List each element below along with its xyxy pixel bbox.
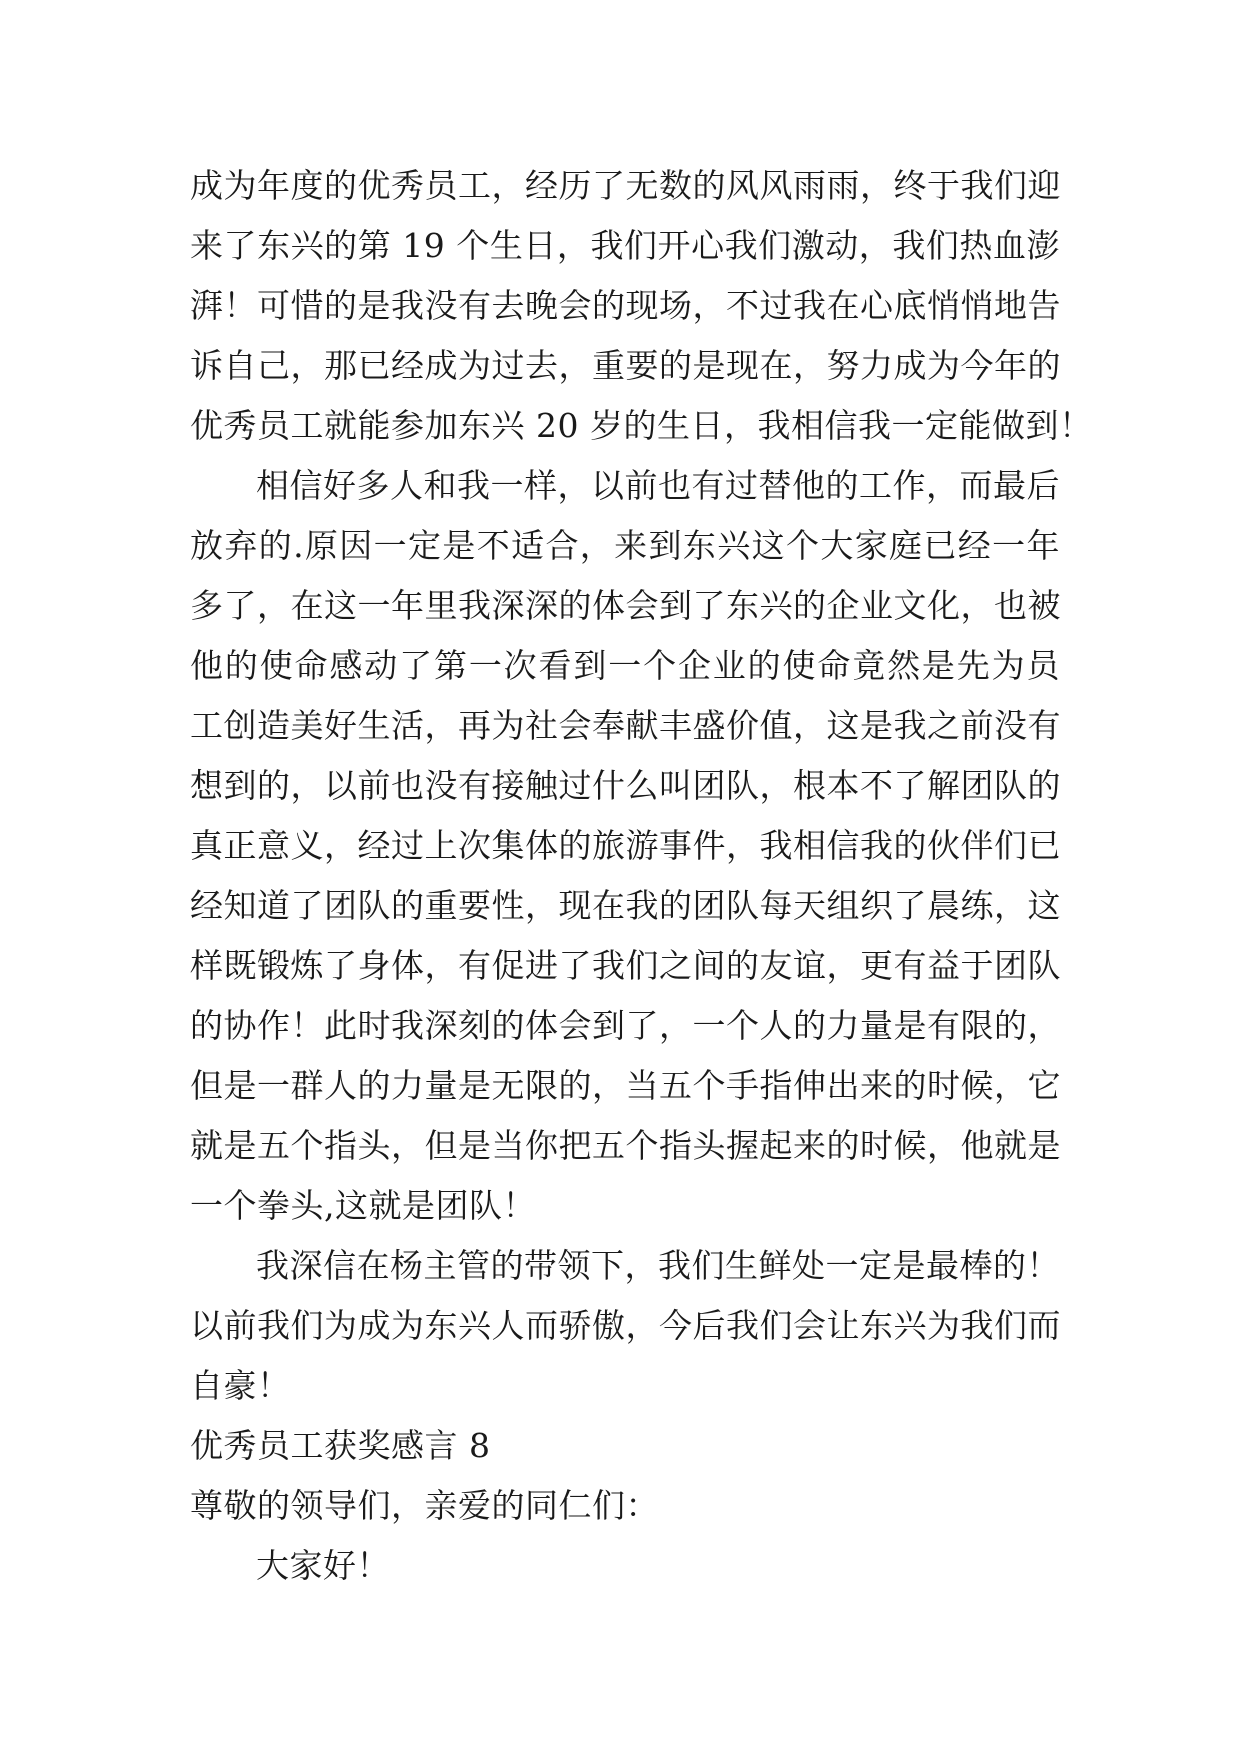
text-line: 多了，在这一年里我深深的体会到了东兴的企业文化，也被 — [190, 586, 1061, 625]
text-line: 的协作！此时我深刻的体会到了，一个人的力量是有限的， — [190, 1006, 1061, 1045]
document-body — [190, 156, 1093, 1596]
text-line: 成为年度的优秀员工，经历了无数的风风雨雨，终于我们迎 — [190, 166, 1061, 205]
text-line: 自豪！ — [190, 1366, 291, 1405]
text-line: 放弃的.原因一定是不适合，来到东兴这个大家庭已经一年 — [190, 526, 1060, 565]
paragraph-start-line: 相信好多人和我一样，以前也有过替他的工作，而最后 — [256, 466, 1060, 505]
paragraph-start-line: 我深信在杨主管的带领下，我们生鲜处一定是最棒的！ — [256, 1246, 1060, 1285]
text-line: 优秀员工就能参加东兴 20 岁的生日，我相信我一定能做到！ — [190, 406, 1093, 445]
text-line: 样既锻炼了身体，有促进了我们之间的友谊，更有益于团队 — [190, 946, 1061, 985]
text-line: 工创造美好生活，再为社会奉献丰盛价值，这是我之前没有 — [190, 706, 1061, 745]
greeting-line: 大家好！ — [256, 1546, 390, 1585]
text-line: 湃！可惜的是我没有去晚会的现场，不过我在心底悄悄地告 — [190, 286, 1061, 325]
text-line: 以前我们为成为东兴人而骄傲，今后我们会让东兴为我们而 — [190, 1306, 1061, 1345]
text-line: 经知道了团队的重要性，现在我的团队每天组织了晨练，这 — [190, 886, 1061, 925]
text-line: 想到的，以前也没有接触过什么叫团队，根本不了解团队的 — [190, 766, 1061, 805]
section-heading: 优秀员工获奖感言 8 — [190, 1426, 491, 1465]
text-line: 诉自己，那已经成为过去，重要的是现在，努力成为今年的 — [190, 346, 1061, 385]
text-line: 就是五个指头，但是当你把五个指头握起来的时候，他就是 — [190, 1126, 1061, 1165]
text-line: 一个拳头,这就是团队！ — [190, 1186, 536, 1225]
text-line: 真正意义，经过上次集体的旅游事件，我相信我的伙伴们已 — [190, 826, 1061, 865]
text-line: 但是一群人的力量是无限的，当五个手指伸出来的时候，它 — [190, 1066, 1061, 1105]
salutation-line: 尊敬的领导们，亲爱的同仁们： — [190, 1486, 659, 1525]
text-line: 来了东兴的第 19 个生日，我们开心我们激动，我们热血澎 — [190, 226, 1060, 265]
text-line: 他的使命感动了第一次看到一个企业的使命竟然是先为员 — [190, 646, 1060, 685]
